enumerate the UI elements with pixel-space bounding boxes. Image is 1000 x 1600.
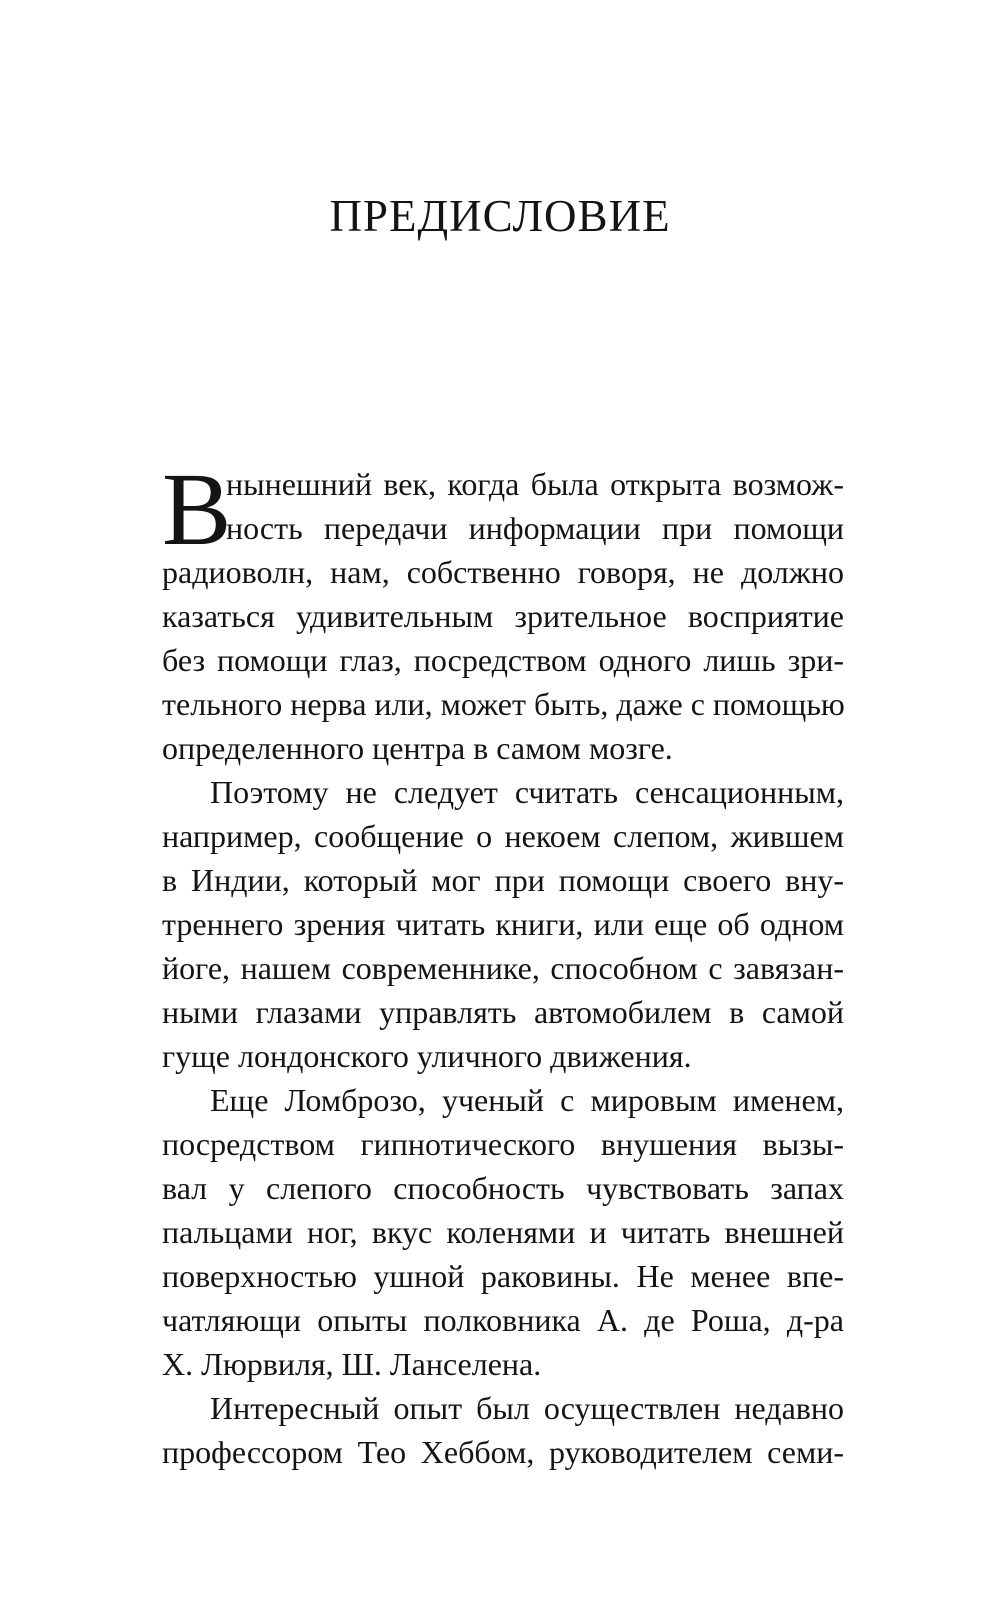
text-line: определенного центра в самом мозге. bbox=[162, 730, 673, 766]
text-line: вал у слепого способность чувствовать запах bbox=[162, 1170, 844, 1206]
text-line: Интересный опыт был осуществлен недавно bbox=[210, 1390, 844, 1426]
text-line: профессором Тео Хеббом, руководителем семи- bbox=[162, 1434, 844, 1470]
text-line: ными глазами управлять автомобилем в самой bbox=[162, 994, 844, 1030]
text-line: йоге, нашем современнике, способном с завязан- bbox=[162, 950, 844, 986]
text-line: пальцами ног, вкус коленями и читать внешней bbox=[162, 1214, 844, 1250]
text-line: гуще лондонского уличного движения. bbox=[162, 1038, 692, 1074]
text-line: радиоволн, нам, собственно говоря, не должно bbox=[162, 554, 844, 590]
chapter-title: ПРЕДИСЛОВИЕ bbox=[329, 191, 671, 241]
text-line: Поэтому не следует считать сенсационным, bbox=[210, 774, 844, 810]
body-text bbox=[162, 462, 844, 1474]
text-line: треннего зрения читать книги, или еще об одном bbox=[162, 906, 844, 942]
text-line: в Индии, который мог при помощи своего вну- bbox=[162, 862, 844, 898]
text-line: чатляющи опыты полковника А. де Роша, д-ра bbox=[162, 1302, 844, 1338]
text-line: казаться удивительным зрительное восприятие bbox=[162, 598, 844, 634]
text-line: Х. Люрвиля, Ш. Ланселена. bbox=[162, 1346, 542, 1382]
text-line: посредством гипнотического внушения вызы- bbox=[162, 1126, 844, 1162]
text-line: ность передачи информации при помощи bbox=[226, 510, 844, 546]
text-line: без помощи глаз, посредством одного лишь зри- bbox=[162, 642, 844, 678]
text-line: поверхностью ушной раковины. Не менее впе- bbox=[162, 1258, 844, 1294]
text-line: например, сообщение о некоем слепом, жившем bbox=[162, 818, 844, 854]
drop-cap: В bbox=[162, 452, 232, 567]
text-line: Еще Ломброзо, ученый с мировым именем, bbox=[210, 1082, 844, 1118]
text-line: нынешний век, когда была открыта возмож- bbox=[226, 466, 844, 502]
text-line: тельного нерва или, может быть, даже с помощью bbox=[162, 686, 845, 722]
